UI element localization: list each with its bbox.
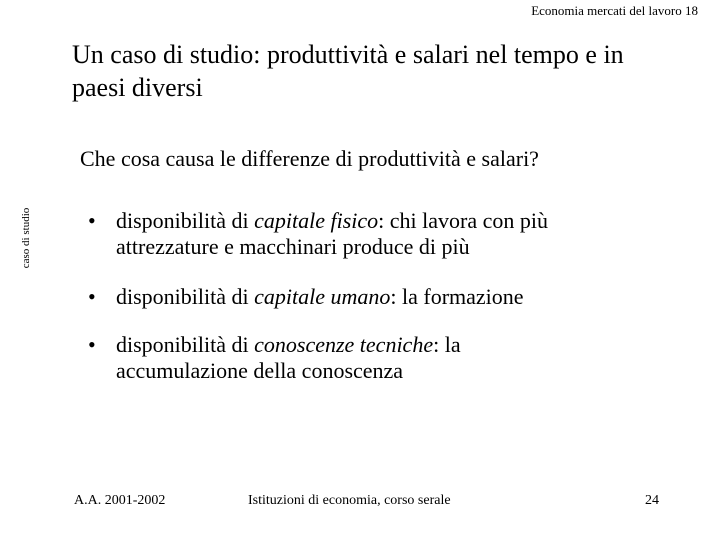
bullet-text-line-2: accumulazione della conoscenza xyxy=(116,358,404,383)
bullet-item-human-capital xyxy=(80,284,640,310)
bullet-icon: • xyxy=(88,208,96,233)
bullet-text-line-2: attrezzature e macchinari produce di più xyxy=(116,234,470,259)
slide-title xyxy=(72,38,692,104)
bullet-item-technical-knowledge xyxy=(80,332,640,384)
bullet-list xyxy=(80,208,640,384)
bullet-text-pre: disponibilità di xyxy=(116,284,255,309)
question-text: Che cosa causa le differenze di produttività e salari? xyxy=(80,146,539,171)
bullet-text-post: : la formazione xyxy=(390,284,524,309)
bullet-item-physical-capital xyxy=(80,208,640,260)
bullet-icon: • xyxy=(88,284,96,309)
footer-academic-year: A.A. 2001-2002 xyxy=(74,493,166,508)
bullet-text-pre: disponibilità di xyxy=(116,332,255,357)
bullet-text-post: : chi lavora con più xyxy=(378,208,548,233)
bullet-text-emphasis: capitale umano xyxy=(254,284,391,309)
side-section-label: caso di studio xyxy=(20,207,32,269)
bullet-text-post: : la xyxy=(433,332,461,357)
slide-title-line-2: paesi diversi xyxy=(72,73,203,102)
footer-course-name: Istituzioni di economia, corso serale xyxy=(248,493,451,508)
bullet-text-emphasis: conoscenze tecniche xyxy=(254,332,434,357)
slide-reference: Economia mercati del lavoro 18 xyxy=(531,3,698,18)
bullet-text xyxy=(116,208,640,234)
slide-title-line-1: Un caso di studio: produttività e salari nel tempo e in xyxy=(72,40,624,69)
footer-page-number: 24 xyxy=(645,493,659,508)
bullet-text-pre: disponibilità di xyxy=(116,208,255,233)
bullet-text-emphasis: capitale fisico xyxy=(254,208,379,233)
bullet-icon: • xyxy=(88,332,96,357)
bullet-text xyxy=(116,284,640,310)
bullet-text xyxy=(116,332,640,358)
